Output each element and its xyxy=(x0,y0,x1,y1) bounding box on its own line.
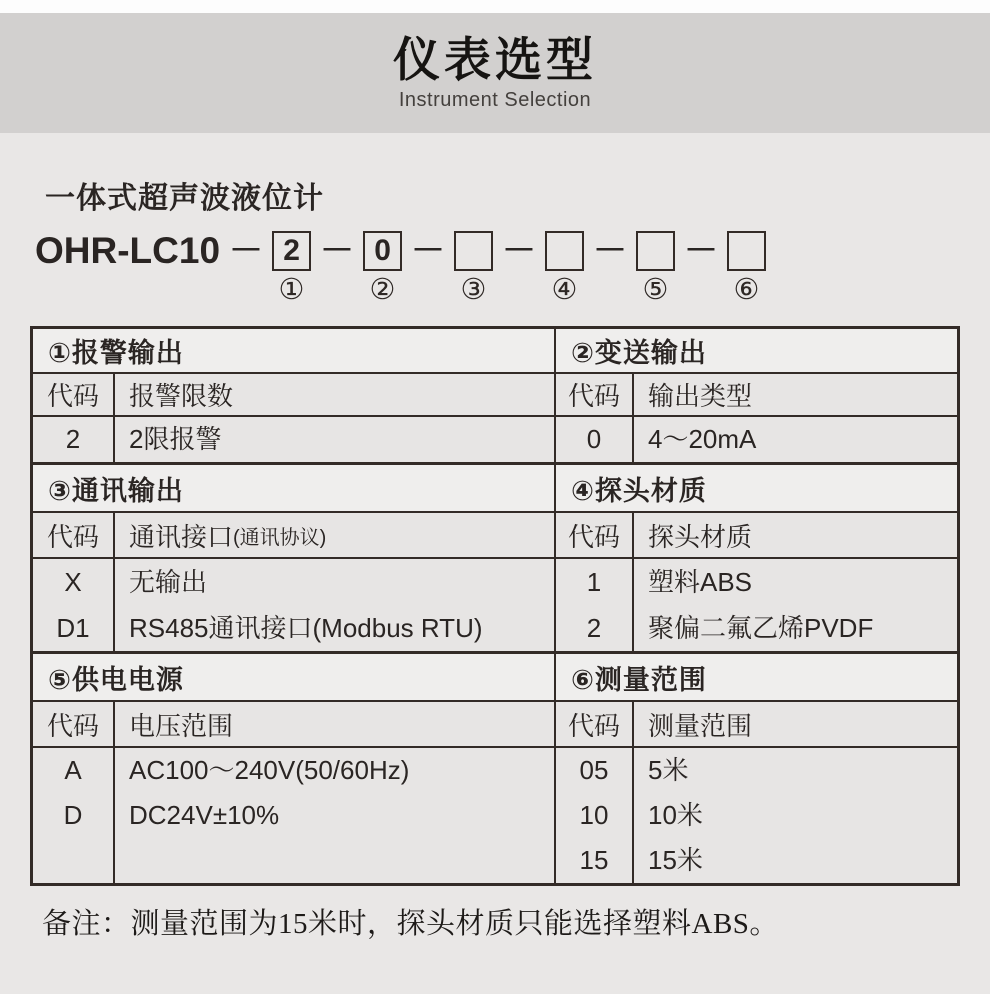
page-banner xyxy=(0,13,990,133)
dash-separator: － xyxy=(593,232,628,270)
model-prefix: OHR-LC10 xyxy=(35,230,221,271)
value-header: 测量范围 xyxy=(648,710,753,741)
code-header: 代码 xyxy=(33,374,115,415)
value-cells xyxy=(115,417,554,462)
segment-label-1: ① xyxy=(278,274,305,306)
code-header: 代码 xyxy=(556,513,634,557)
section-data xyxy=(33,559,554,651)
value-header-sub: (通讯协议) xyxy=(233,526,327,549)
value-cell: 5米 xyxy=(648,755,689,785)
code-header: 代码 xyxy=(556,702,634,746)
section-data xyxy=(556,748,957,883)
code-cell: 15 xyxy=(579,845,609,875)
value-header: 电压范围 xyxy=(129,710,234,741)
value-cell: DC24V±10% xyxy=(129,800,280,830)
section-measure-range xyxy=(556,651,957,883)
value-cells xyxy=(115,559,554,651)
code-cells xyxy=(33,748,115,883)
dash-separator: － xyxy=(229,232,264,270)
section-alarm-output xyxy=(33,329,554,462)
section-probe-material xyxy=(556,462,957,651)
column-header-row xyxy=(33,702,554,748)
code-cell: 10 xyxy=(579,800,609,830)
value-cells xyxy=(634,748,957,883)
section-title: ④探头材质 xyxy=(556,465,957,513)
section-power-supply xyxy=(33,651,554,883)
value-cell: 无输出 xyxy=(129,567,208,597)
value-cell: RS485通讯接口(Modbus RTU) xyxy=(129,613,483,643)
model-segment-5 xyxy=(636,231,675,305)
model-code-diagram xyxy=(35,231,960,305)
dash-separator: － xyxy=(411,232,446,270)
value-cell: 聚偏二氟乙烯PVDF xyxy=(648,613,874,643)
segment-label-6: ⑥ xyxy=(733,274,760,306)
code-cell: D xyxy=(63,800,83,830)
code-cells xyxy=(33,559,115,651)
value-cells xyxy=(634,417,957,462)
section-data xyxy=(33,748,554,883)
segment-box-1: 2 xyxy=(272,231,311,271)
segment-box-6 xyxy=(727,231,766,271)
section-title: ③通讯输出 xyxy=(33,465,554,513)
value-cells xyxy=(115,748,554,883)
selection-table-right-column xyxy=(556,329,957,883)
section-communication-output xyxy=(33,462,554,651)
footnote: 备注：测量范围为15米时，探头材质只能选择塑料ABS。 xyxy=(42,908,779,940)
value-cell: 4～20mA xyxy=(648,424,757,454)
column-header-row xyxy=(556,702,957,748)
model-segment-6 xyxy=(727,231,766,305)
section-data xyxy=(556,417,957,462)
segment-box-3 xyxy=(454,231,493,271)
section-transmission-output xyxy=(556,329,957,462)
content xyxy=(0,173,990,942)
code-header: 代码 xyxy=(556,374,634,415)
code-cell: D1 xyxy=(56,613,90,643)
value-header: 报警限数 xyxy=(129,381,234,411)
dash-separator: － xyxy=(502,232,537,270)
segment-box-4 xyxy=(545,231,584,271)
value-cell: 15米 xyxy=(648,845,703,875)
value-cells xyxy=(634,559,957,651)
section-title: ②变送输出 xyxy=(556,329,957,374)
segment-label-2: ② xyxy=(369,274,396,306)
code-cell: 05 xyxy=(579,755,609,785)
code-cell: 1 xyxy=(586,567,602,597)
code-cell: X xyxy=(64,567,82,597)
selection-table-left-column xyxy=(33,329,556,883)
section-title: ①报警输出 xyxy=(33,329,554,374)
dash-separator: － xyxy=(684,232,719,270)
value-cell: AC100～240V(50/60Hz) xyxy=(129,755,410,785)
value-cell: 10米 xyxy=(648,800,703,830)
code-cell: 0 xyxy=(586,424,602,454)
page-title: 仪表选型 xyxy=(393,32,597,86)
column-header-row xyxy=(33,513,554,559)
code-cell: A xyxy=(64,755,82,785)
model-segment-4 xyxy=(545,231,584,305)
dash-separator: － xyxy=(320,232,355,270)
code-header: 代码 xyxy=(33,513,115,557)
code-cells xyxy=(556,417,634,462)
code-cells xyxy=(33,417,115,462)
code-cells xyxy=(556,748,634,883)
value-header: 输出类型 xyxy=(648,381,753,411)
segment-box-2: 0 xyxy=(363,231,402,271)
model-segment-1 xyxy=(272,231,311,305)
top-strip xyxy=(0,0,990,13)
column-header-row xyxy=(556,374,957,417)
code-cells xyxy=(556,559,634,651)
section-title: ⑥测量范围 xyxy=(556,654,957,702)
code-header: 代码 xyxy=(33,702,115,746)
model-segment-2 xyxy=(363,231,402,305)
segment-label-3: ③ xyxy=(460,274,487,306)
code-cell: 2 xyxy=(586,613,602,643)
value-cell: 塑料ABS xyxy=(648,567,753,597)
section-data xyxy=(33,417,554,462)
column-header-row xyxy=(33,374,554,417)
code-cell: 2 xyxy=(65,424,81,454)
page-subtitle: Instrument Selection xyxy=(398,89,592,112)
segment-box-5 xyxy=(636,231,675,271)
section-data xyxy=(556,559,957,651)
segment-label-5: ⑤ xyxy=(642,274,669,306)
value-cell: 2限报警 xyxy=(129,424,222,454)
product-name: 一体式超声波液位计 xyxy=(45,182,324,215)
value-header xyxy=(115,513,554,557)
value-header: 探头材质 xyxy=(648,521,753,552)
column-header-row xyxy=(556,513,957,559)
selection-table xyxy=(30,326,960,886)
segment-label-4: ④ xyxy=(551,274,578,306)
section-title: ⑤供电电源 xyxy=(33,654,554,702)
value-header-main: 通讯接口 xyxy=(129,521,234,552)
model-segment-3 xyxy=(454,231,493,305)
